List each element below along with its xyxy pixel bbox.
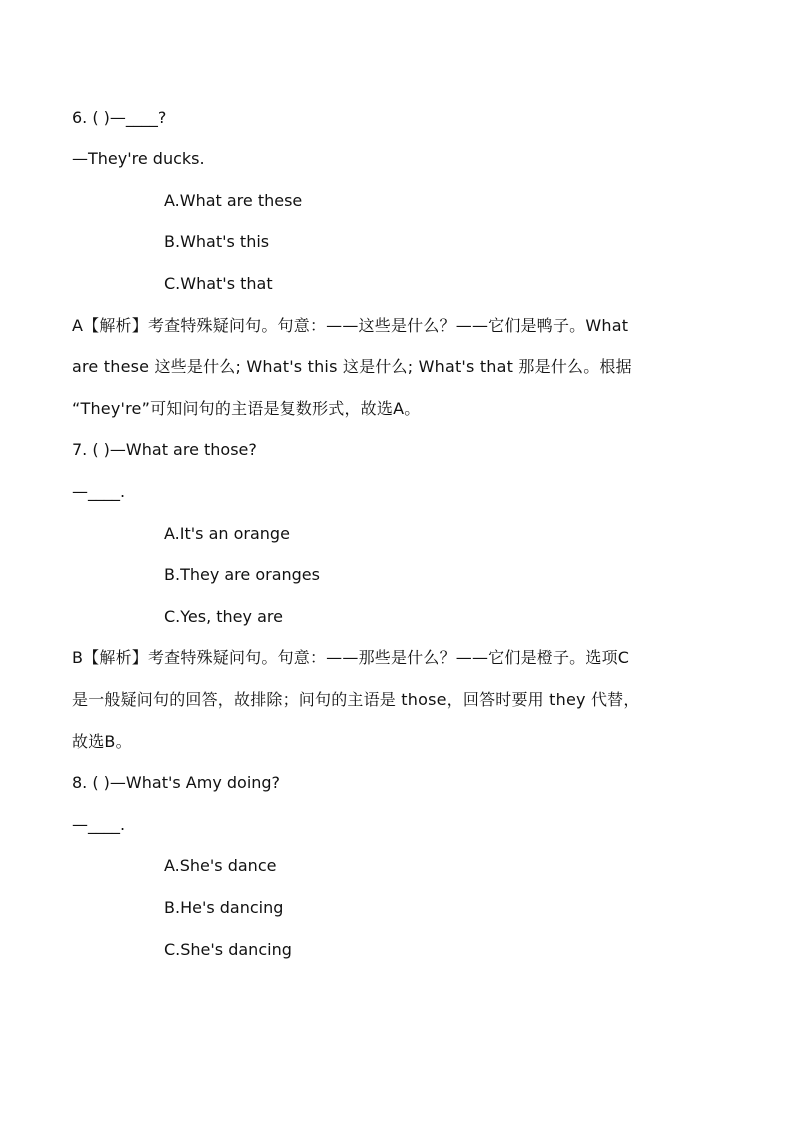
question-6-explanation-line-3: “They're”可知问句的主语是复数形式，故选A。 <box>72 399 421 418</box>
question-8-reply: —____. <box>72 815 126 834</box>
question-7-reply: —____. <box>72 482 126 501</box>
question-7-explanation-line-1: B【解析】考查特殊疑问句。句意：——那些是什么？——它们是橙子。选项C <box>72 648 630 667</box>
question-8-option-a: A.She's dance <box>164 856 277 875</box>
question-6-option-c: C.What's that <box>164 274 273 293</box>
question-6-explanation-line-1: A【解析】考查特殊疑问句。句意：——这些是什么？——它们是鸭子。What <box>72 316 629 335</box>
question-7-option-a: A.It's an orange <box>164 524 290 543</box>
question-6-explanation-line-2: are these 这些是什么; What's this 这是什么; What's that 那是什么。根据 <box>72 357 632 376</box>
question-8-stem: 8. ( )—What's Amy doing? <box>72 773 281 792</box>
question-6-option-a: A.What are these <box>164 191 303 210</box>
question-7-option-b: B.They are oranges <box>164 565 320 584</box>
question-7-stem: 7. ( )—What are those? <box>72 440 257 459</box>
question-8-option-b: B.He's dancing <box>164 898 284 917</box>
question-6-stem: 6. ( )—____? <box>72 108 167 127</box>
question-6-reply: —They're ducks. <box>72 149 205 168</box>
question-7-explanation-line-3: 故选B。 <box>72 732 132 751</box>
question-8-option-c: C.She's dancing <box>164 940 292 959</box>
question-7-explanation-line-2: 是一般疑问句的回答，故排除；问句的主语是 those，回答时要用 they 代替， <box>72 690 640 709</box>
question-6-option-b: B.What's this <box>164 232 270 251</box>
question-7-option-c: C.Yes, they are <box>164 607 283 626</box>
